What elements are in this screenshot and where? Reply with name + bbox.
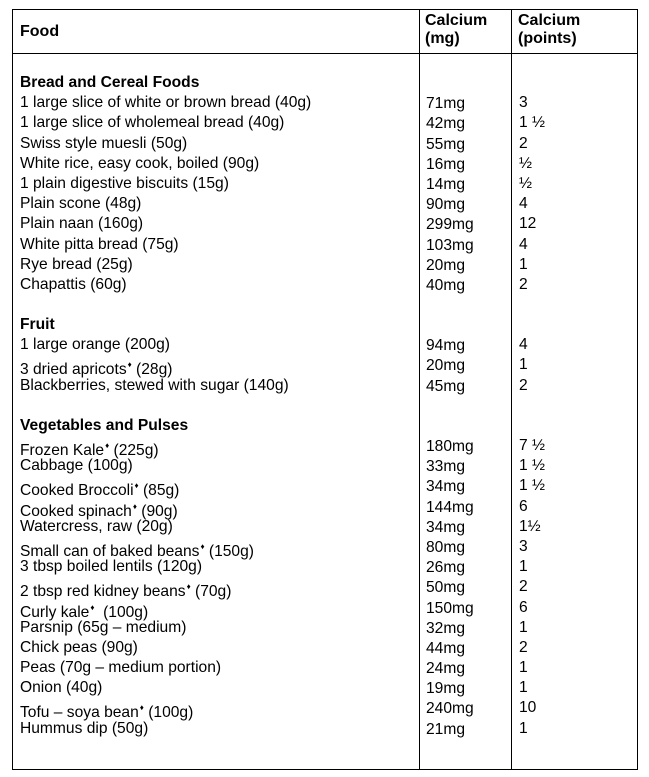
calcium-points-cell: ½ — [519, 154, 533, 172]
food-name: White rice, easy cook, boiled (90g) — [20, 154, 260, 172]
table-row — [13, 577, 637, 601]
calcium-points-cell: 4 — [519, 336, 528, 354]
food-name: Cooked spinach — [20, 502, 132, 520]
food-cell — [20, 557, 202, 577]
calcium-points-cell: 1 ½ — [519, 114, 546, 132]
food-name: Curly kale — [20, 603, 90, 621]
header-food: Food — [20, 23, 60, 40]
calcium-mg-cell: 44mg — [426, 639, 466, 657]
table-row — [13, 638, 637, 658]
calcium-mg-cell: 21mg — [426, 720, 466, 738]
calcium-mg-cell: 26mg — [426, 559, 466, 577]
food-portion: (85g) — [138, 482, 180, 500]
diamond-marker-icon: ♦ — [134, 481, 139, 491]
calcium-mg-cell: 180mg — [426, 438, 474, 455]
calcium-points-cell: 2 — [519, 275, 528, 293]
table-row — [13, 537, 637, 560]
food-cell — [20, 214, 143, 234]
food-name: Cooked Broccoli — [20, 482, 134, 500]
section-heading — [13, 416, 637, 436]
calcium-mg-cell: 90mg — [426, 196, 466, 214]
food-portion: (100g) — [143, 704, 194, 722]
table-row — [13, 93, 637, 113]
food-cell — [20, 275, 127, 295]
calcium-points-cell: 1 — [519, 659, 528, 677]
table-row — [13, 618, 637, 638]
table-row — [13, 658, 637, 678]
calcium-mg-cell: 19mg — [426, 680, 466, 698]
header-calcium-mg: Calcium (mg) — [425, 12, 488, 47]
table-row — [13, 698, 637, 722]
diamond-marker-icon: ♦ — [139, 703, 144, 713]
food-name: Peas (70g – medium portion) — [20, 659, 222, 677]
diamond-marker-icon: ♦ — [127, 360, 132, 370]
food-portion: (70g) — [190, 583, 232, 601]
calcium-mg-cell: 50mg — [426, 579, 466, 597]
calcium-mg-cell: 150mg — [426, 599, 474, 617]
food-name: Plain scone (48g) — [20, 195, 142, 213]
diamond-marker-icon: ♦ — [186, 582, 191, 592]
food-name: Swiss style muesli (50g) — [20, 134, 188, 152]
food-cell — [20, 456, 133, 476]
calcium-mg-cell: 24mg — [426, 660, 466, 678]
calcium-mg-cell: 32mg — [426, 619, 466, 637]
calcium-table — [12, 9, 638, 770]
section-heading — [13, 73, 637, 93]
table-row — [13, 497, 637, 520]
calcium-mg-cell: 34mg — [426, 518, 466, 536]
calcium-points-cell: 2 — [519, 578, 528, 596]
food-cell — [20, 658, 221, 678]
table-row — [13, 235, 637, 255]
calcium-points-cell: 2 — [519, 376, 528, 394]
food-name: 1 large orange (200g) — [20, 336, 170, 354]
food-name: Parsnip (65g – medium) — [20, 618, 187, 636]
calcium-points-cell: 3 — [519, 94, 528, 112]
calcium-mg-cell: 71mg — [426, 95, 466, 113]
calcium-points-cell: 1 — [519, 558, 528, 576]
calcium-mg-cell: 240mg — [426, 700, 474, 718]
calcium-mg-cell: 94mg — [426, 337, 466, 355]
section-title: Bread and Cereal Foods — [20, 74, 200, 91]
section-spacer — [13, 295, 637, 315]
calcium-mg-cell: 42mg — [426, 115, 466, 133]
table-row — [13, 255, 637, 275]
calcium-mg-cell: 45mg — [426, 377, 466, 395]
table-body — [13, 73, 637, 739]
food-name: 1 plain digestive biscuits (15g) — [20, 174, 229, 192]
table-row — [13, 194, 637, 214]
table-row — [13, 335, 637, 355]
table-row — [13, 174, 637, 194]
food-cell — [20, 154, 259, 174]
food-name: Tofu – soya bean — [20, 704, 139, 722]
food-name: Watercress, raw (20g) — [20, 517, 173, 535]
food-cell — [20, 255, 133, 275]
calcium-mg-cell: 20mg — [426, 256, 466, 274]
table-row — [13, 134, 637, 154]
food-name: Chick peas (90g) — [20, 638, 138, 656]
diamond-marker-icon: ♦ — [132, 501, 137, 511]
table-row — [13, 557, 637, 577]
food-name: 1 large slice of wholemeal bread (40g) — [20, 114, 285, 132]
table-row — [13, 517, 637, 537]
header-divider — [13, 53, 637, 54]
calcium-points-cell: 2 — [519, 638, 528, 656]
table-row — [13, 275, 637, 295]
food-name: Plain naan (160g) — [20, 215, 144, 233]
section-heading — [13, 315, 637, 335]
section-title: Vegetables and Pulses — [20, 416, 189, 434]
calcium-points-cell: 1 — [519, 679, 528, 697]
food-cell — [20, 618, 186, 638]
food-cell — [20, 235, 179, 255]
food-cell — [20, 134, 187, 154]
calcium-points-cell: 4 — [519, 235, 528, 253]
food-name: Cabbage (100g) — [20, 457, 133, 475]
food-cell — [20, 638, 138, 658]
food-name: 1 large slice of white or brown bread (40g) — [20, 94, 312, 112]
table-row — [13, 598, 637, 621]
food-cell — [20, 93, 311, 113]
food-name: Onion (40g) — [20, 679, 103, 697]
calcium-points-cell: 1 ½ — [519, 457, 546, 475]
food-name: Frozen Kale — [20, 442, 105, 459]
calcium-points-cell: 3 — [519, 537, 528, 555]
food-cell — [20, 678, 102, 698]
calcium-points-cell: 4 — [519, 195, 528, 213]
food-name: White pitta bread (75g) — [20, 235, 179, 253]
table-row — [13, 719, 637, 739]
table-row — [13, 113, 637, 133]
table-row — [13, 355, 637, 379]
calcium-mg-cell: 20mg — [426, 357, 466, 375]
food-cell — [20, 719, 148, 739]
food-portion: (90g) — [136, 502, 178, 520]
calcium-points-cell: 12 — [519, 215, 537, 233]
calcium-points-cell: ½ — [519, 174, 533, 192]
food-name: 2 tbsp red kidney beans — [20, 583, 186, 601]
calcium-points-cell: 6 — [519, 598, 528, 616]
table-row — [13, 436, 637, 459]
table-row — [13, 476, 637, 500]
diamond-marker-icon: ♦ — [200, 541, 205, 551]
calcium-points-cell: 1 — [519, 618, 528, 636]
food-cell — [20, 174, 229, 194]
calcium-points-cell: 1 — [519, 719, 528, 737]
food-name: Rye bread (25g) — [20, 255, 133, 273]
table-row — [13, 154, 637, 174]
calcium-points-cell: 1½ — [519, 517, 541, 535]
food-name: 3 dried apricots — [20, 361, 127, 379]
calcium-points-cell: 1 — [519, 255, 528, 273]
calcium-mg-cell: 80mg — [426, 538, 466, 556]
food-portion: (150g) — [204, 542, 254, 560]
food-name: Chapattis (60g) — [20, 275, 127, 293]
calcium-mg-cell: 299mg — [426, 216, 474, 234]
food-name: Hummus dip (50g) — [20, 719, 149, 737]
calcium-points-cell: 6 — [519, 497, 528, 515]
food-portion: (100g) — [94, 603, 149, 621]
food-name: Small can of baked beans — [20, 542, 200, 560]
calcium-points-cell: 10 — [519, 699, 537, 717]
calcium-mg-cell: 34mg — [426, 478, 466, 496]
table-row — [13, 214, 637, 234]
food-cell — [20, 113, 284, 133]
calcium-mg-cell: 103mg — [426, 236, 474, 254]
table-row — [13, 678, 637, 698]
section-spacer — [13, 396, 637, 416]
diamond-marker-icon: ♦ — [105, 441, 110, 450]
food-cell — [20, 194, 141, 214]
table-row — [13, 456, 637, 476]
calcium-mg-cell: 40mg — [426, 276, 466, 294]
calcium-mg-cell: 16mg — [426, 155, 466, 173]
calcium-points-cell: 1 — [519, 356, 528, 374]
food-name: Blackberries, stewed with sugar (140g) — [20, 376, 289, 394]
table-row — [13, 376, 637, 396]
calcium-mg-cell: 33mg — [426, 458, 466, 476]
calcium-mg-cell: 144mg — [426, 498, 474, 516]
food-portion: (225g) — [109, 442, 159, 459]
calcium-points-cell: 2 — [519, 134, 528, 152]
food-cell — [20, 517, 173, 537]
section-title: Fruit — [20, 316, 55, 334]
food-cell — [20, 376, 289, 396]
calcium-points-cell: 7 ½ — [519, 437, 546, 454]
food-portion: (28g) — [131, 361, 173, 379]
calcium-mg-cell: 14mg — [426, 175, 466, 193]
food-cell — [20, 335, 170, 355]
calcium-mg-cell: 55mg — [426, 135, 466, 153]
food-name: 3 tbsp boiled lentils (120g) — [20, 558, 203, 576]
diamond-marker-icon: ♦ — [90, 602, 95, 612]
calcium-points-cell: 1 ½ — [519, 477, 546, 495]
header-calcium-points: Calcium (points) — [518, 12, 581, 47]
